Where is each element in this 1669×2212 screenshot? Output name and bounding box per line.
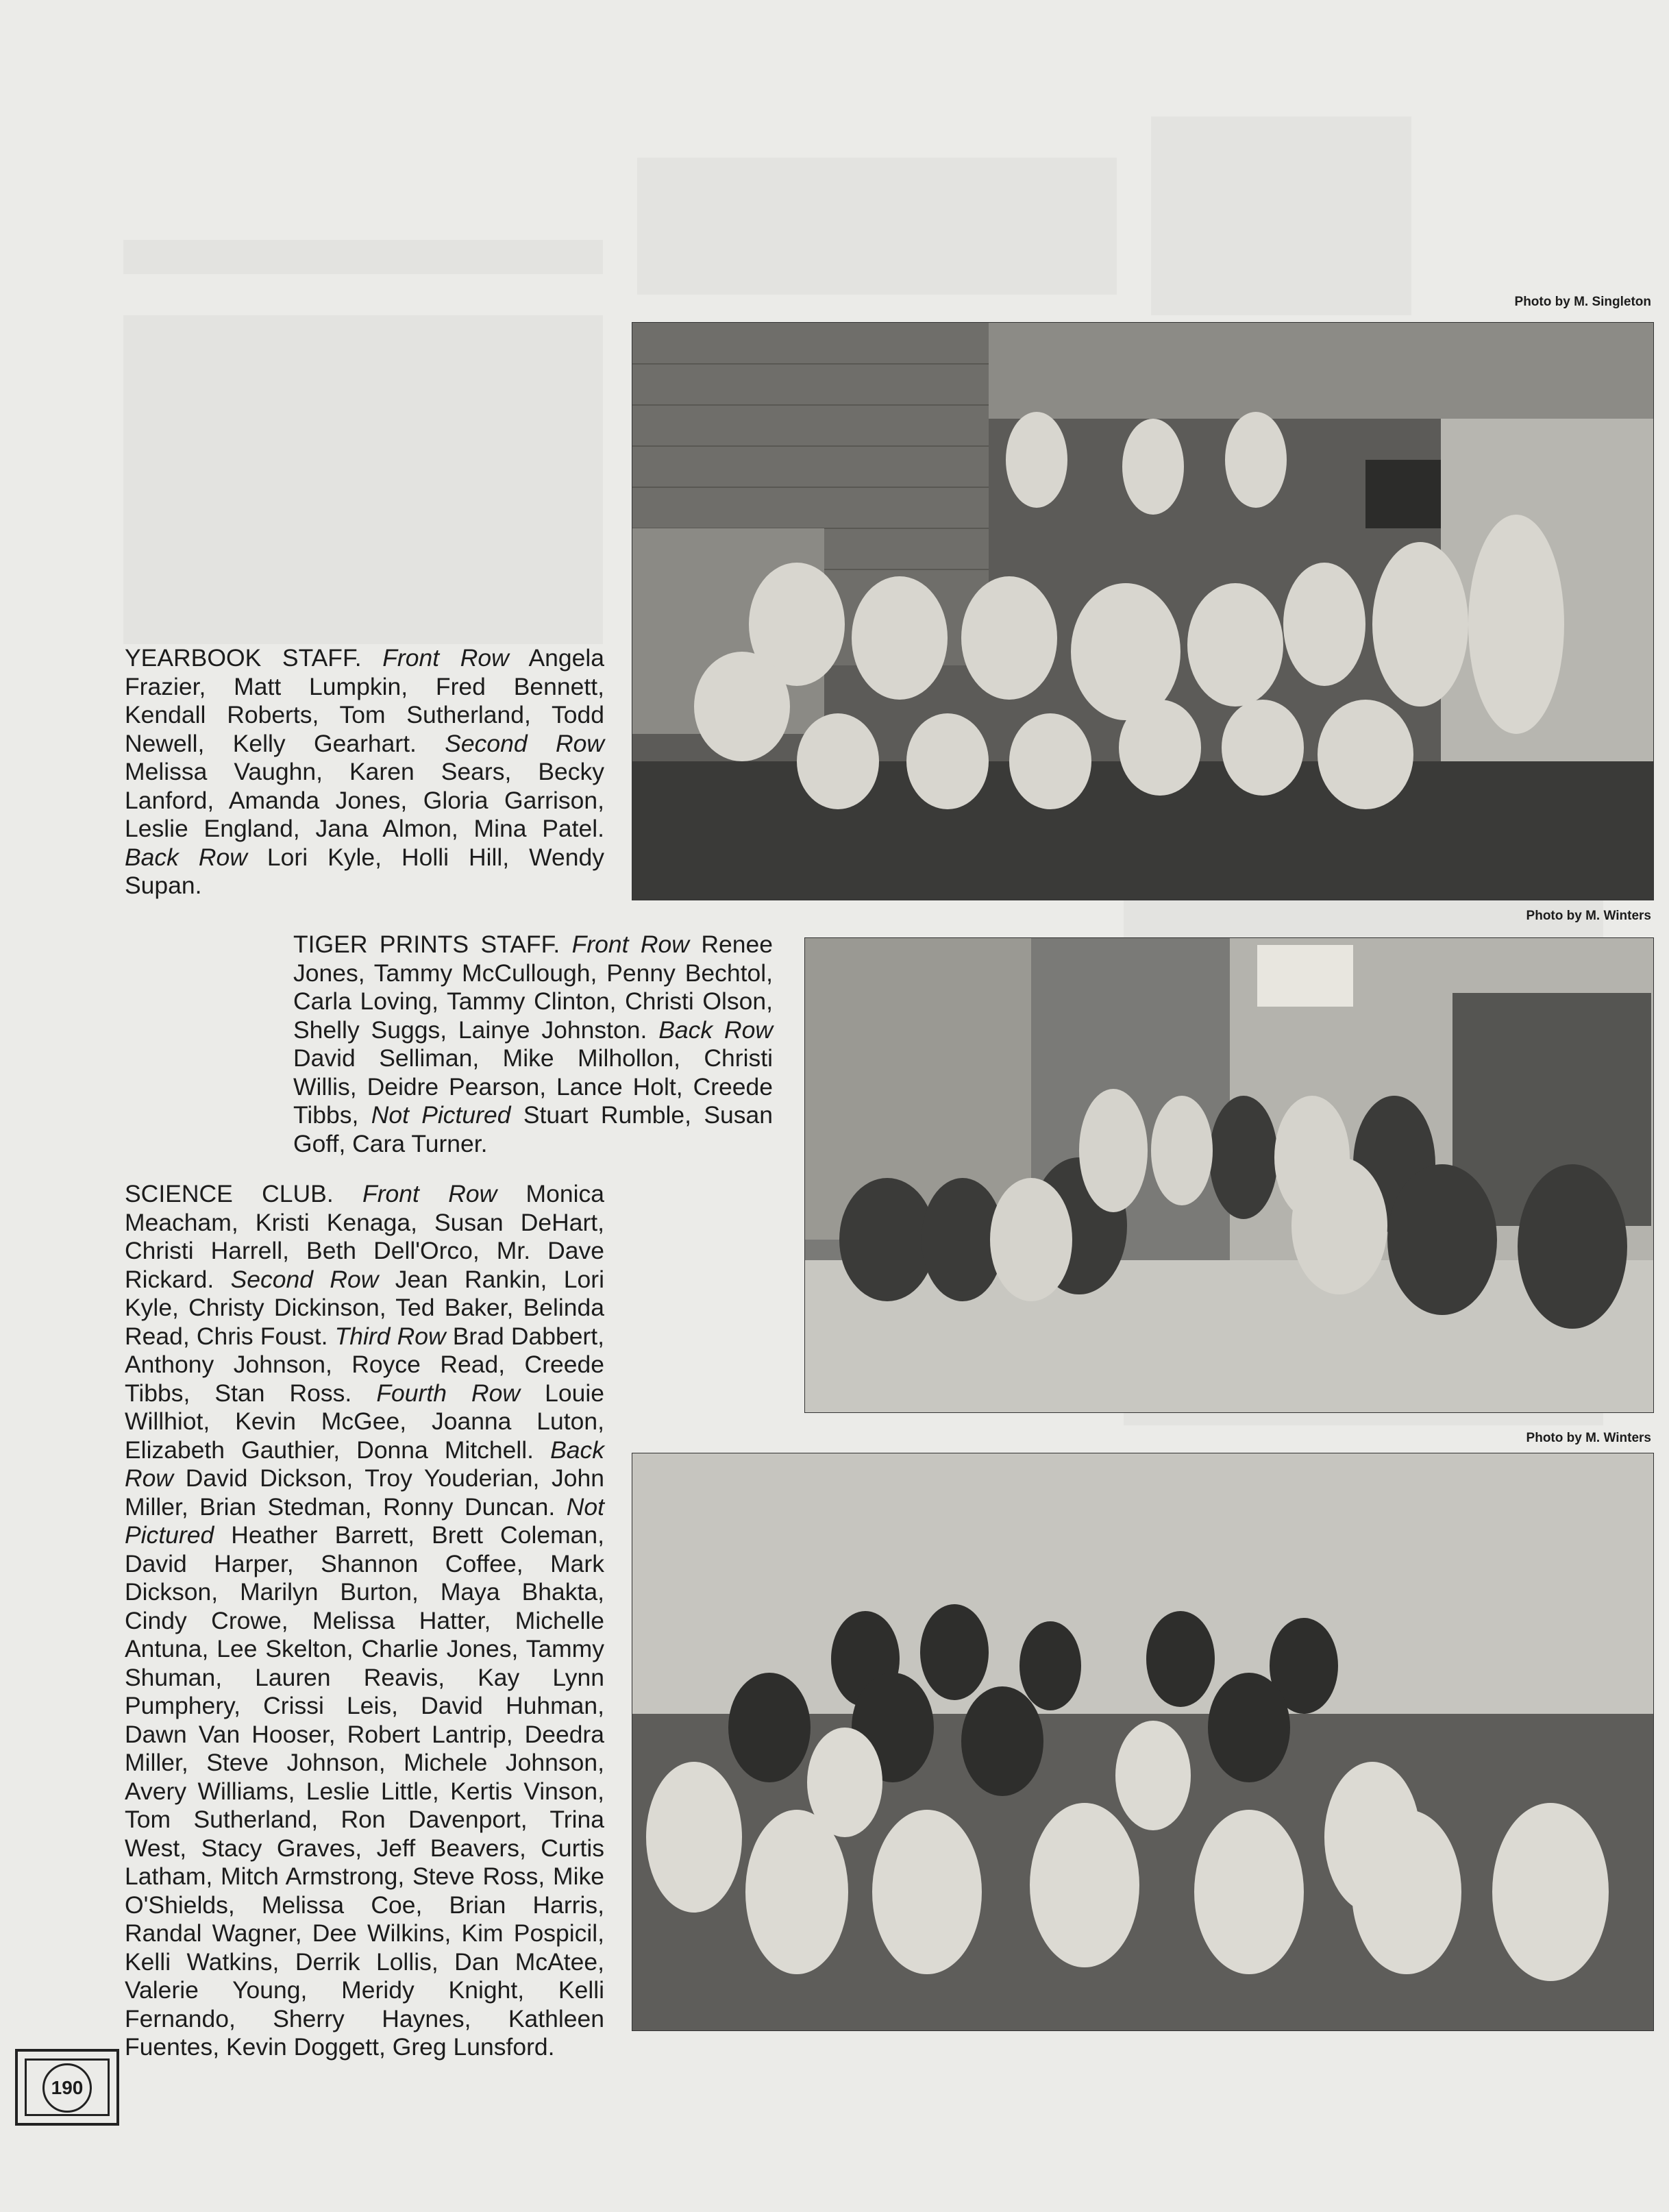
caption-title: TIGER PRINTS STAFF. xyxy=(293,931,560,958)
show-through-block xyxy=(123,315,603,644)
group-photo-image xyxy=(632,1453,1653,2030)
caption-row-label: Back Row xyxy=(125,843,247,871)
caption-row-label: Back Row xyxy=(658,1016,773,1044)
photo-credit: Photo by M. Winters xyxy=(1526,909,1651,923)
caption-row-label: Second Row xyxy=(445,729,604,757)
caption-row-label: Third Row xyxy=(334,1322,446,1350)
caption-row-names: Lori Kyle, Holli Hill, Wendy Supan. xyxy=(125,843,604,899)
caption-row-names: Melissa Vaughn, Karen Sears, Becky Lanford, Amanda Jones, Gloria Garrison, Leslie England, Jana Almon, Mina Patel. xyxy=(125,758,604,842)
caption-row-label: Fourth Row xyxy=(376,1379,521,1407)
caption-row-label: Front Row xyxy=(382,644,509,672)
photo-credit: Photo by M. Winters xyxy=(1526,1431,1651,1445)
science-club-photo xyxy=(632,1453,1654,2031)
caption-row-names: Louie Willhiot, Kevin McGee, Joanna Luton, Elizabeth Gauthier, Donna Mitchell. xyxy=(125,1379,604,1464)
group-photo-image xyxy=(632,323,1653,900)
caption-row-names: Monica Meacham, Kristi Kenaga, Susan DeHart, Christi Harrell, Beth Dell'Orco, Mr. Dave Rickard. xyxy=(125,1180,604,1293)
caption-title: YEARBOOK STAFF. xyxy=(125,644,362,672)
tiger-prints-staff-caption xyxy=(293,931,773,1158)
caption-row-names: Stuart Rumble, Susan Goff, Cara Turner. xyxy=(293,1101,773,1157)
caption-row-label: Front Row xyxy=(362,1180,497,1207)
yearbook-staff-photo xyxy=(632,322,1654,900)
caption-row-names: Heather Barrett, Brett Coleman, David Harper, Shannon Coffee, Mark Dickson, Marilyn Burton, Maya Bhakta, Cindy Crowe, Melissa Hatter, Michelle Antuna, Lee Skelton, Charlie Jones, Tammy Shuman, Lauren Reavis, Kay Lynn Pumphery, Crissi Leis, David Huhman, Dawn Van Hooser, Robert Lantrip, Deedra Miller, Steve Johnson, Michele Johnson, Avery Williams, Leslie Little, Kertis Vinson, Tom Sutherland, Ron Davenport, Trina West, Stacy Graves, Jeff Beavers, Curtis Latham, Mitch Armstrong, Steve Ross, Mike O'Shields, Melissa Coe, Brian Harris, Randal Wagner, Dee Wilkins, Kim Pospicil, Kelli Watkins, Derrik Lollis, Dan McAtee, Valerie Young, Meridy Knight, Kelli Fernando, Sherry Haynes, Kathleen Fuentes, Kevin Doggett, Greg Lunsford. xyxy=(125,1521,604,2061)
caption-row-label: Second Row xyxy=(230,1265,379,1293)
page-number-box xyxy=(15,2049,119,2126)
caption-row-names: Angela Frazier, Matt Lumpkin, Fred Bennett, Kendall Roberts, Tom Sutherland, Todd Newell, Kelly Gearhart. xyxy=(125,644,604,757)
show-through-block xyxy=(637,158,1117,295)
photo-credit: Photo by M. Singleton xyxy=(1514,295,1651,309)
yearbook-staff-caption xyxy=(125,644,604,900)
caption-row-names: David Selliman, Mike Milhollon, Christi Willis, Deidre Pearson, Lance Holt, Creede Tibbs, xyxy=(293,1044,773,1129)
caption-row-label: Front Row xyxy=(571,931,689,958)
group-photo-image xyxy=(805,938,1653,1412)
caption-row-names: Jean Rankin, Lori Kyle, Christy Dickinson, Ted Baker, Belinda Read, Chris Foust. xyxy=(125,1265,604,1350)
science-club-caption xyxy=(125,1180,604,2062)
caption-row-names: David Dickson, Troy Youderian, John Miller, Brian Stedman, Ronny Duncan. xyxy=(125,1464,604,1521)
caption-row-label: Back Row xyxy=(125,1436,604,1492)
caption-title: SCIENCE CLUB. xyxy=(125,1180,334,1207)
caption-row-names: Renee Jones, Tammy McCullough, Penny Bechtol, Carla Loving, Tammy Clinton, Christi Olson, Shelly Suggs, Lainye Johnston. xyxy=(293,931,773,1044)
caption-row-names: Brad Dabbert, Anthony Johnson, Royce Read, Creede Tibbs, Stan Ross. xyxy=(125,1322,604,1407)
page-number: 190 xyxy=(42,2063,92,2113)
tiger-prints-staff-photo xyxy=(804,937,1654,1413)
caption-row-label: Not Pictured xyxy=(125,1492,604,1549)
caption-row-label: Not Pictured xyxy=(371,1101,511,1129)
show-through-block xyxy=(123,240,603,274)
show-through-block xyxy=(1151,116,1411,315)
